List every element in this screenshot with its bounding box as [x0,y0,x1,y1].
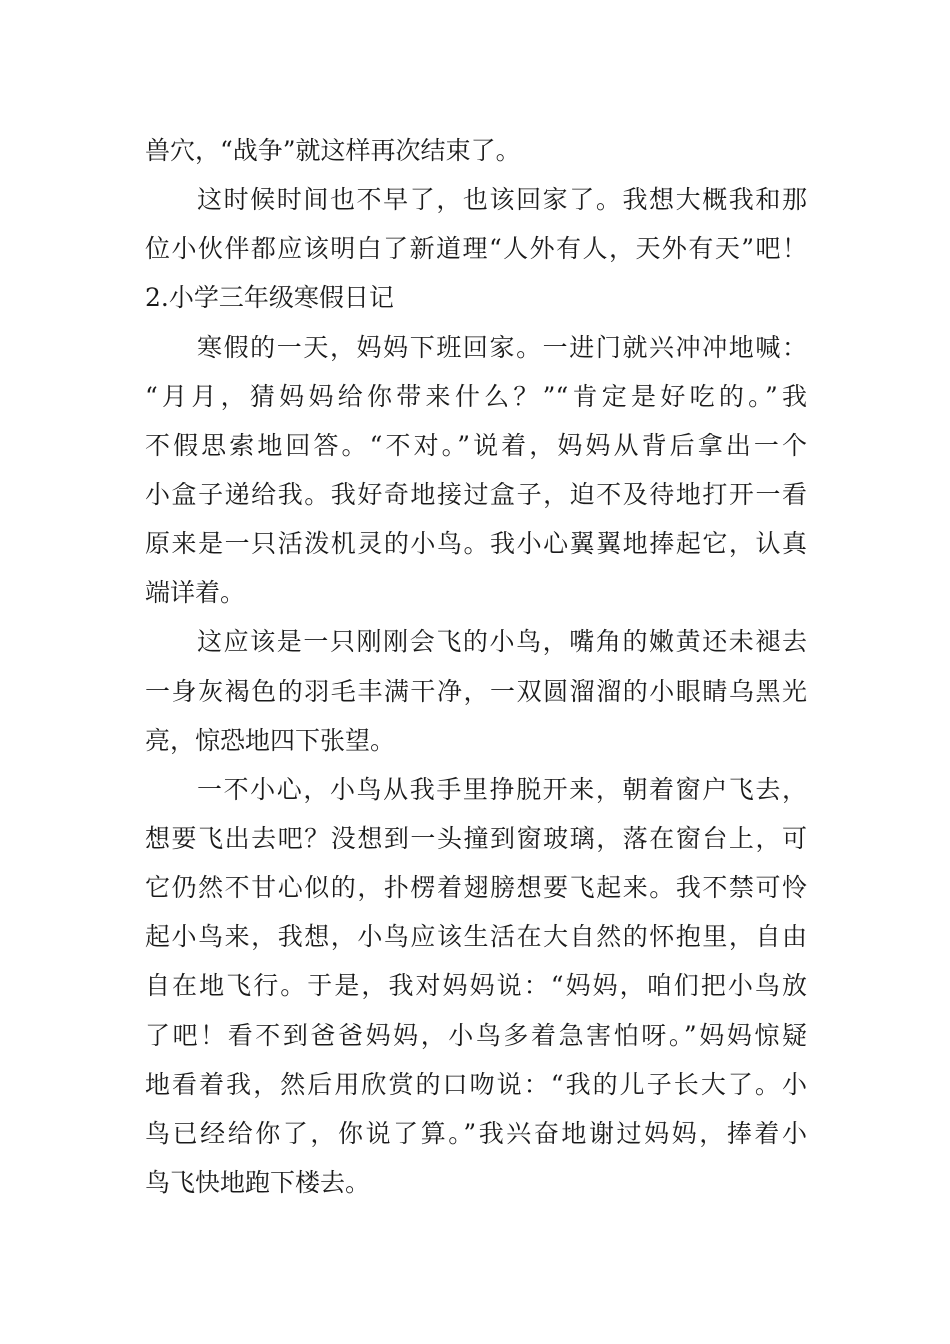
text-line: 自在地飞行。于是，我对妈妈说：“妈妈，咱们把小鸟放 [145,971,807,1000]
text-line: 一身灰褐色的羽毛丰满干净，一双圆溜溜的小眼睛乌黑光 [145,677,807,706]
text-line: 端详着。 [145,578,246,607]
text-line: 位小伙伴都应该明白了新道理“人外有人，天外有天”吧！ [145,234,807,263]
paragraph-first-line: 寒假的一天，妈妈下班回家。一进门就兴冲冲地喊： [197,333,807,362]
text-line: 地看着我，然后用欣赏的口吻说：“我的儿子长大了。小 [145,1070,807,1099]
text-line: 鸟已经给你了，你说了算。”我兴奋地谢过妈妈，捧着小 [145,1119,807,1148]
paragraph-first-line: 一不小心，小鸟从我手里挣脱开来，朝着窗户飞去， [197,775,807,804]
text-line: 想要飞出去吧？没想到一头撞到窗玻璃，落在窗台上，可 [145,824,807,853]
text-line: 兽穴，“战争”就这样再次结束了。 [145,136,521,165]
text-line: 小盒子递给我。我好奇地接过盒子，迫不及待地打开一看 [145,480,807,509]
text-line: “月月，猜妈妈给你带来什么？”“肯定是好吃的。”我 [145,382,807,411]
text-line: 鸟飞快地跑下楼去。 [145,1168,371,1197]
section-heading: 2.小学三年级寒假日记 [145,283,394,312]
text-line: 不假思索地回答。“不对。”说着，妈妈从背后拿出一个 [145,431,807,460]
text-line: 原来是一只活泼机灵的小鸟。我小心翼翼地捧起它，认真 [145,529,807,558]
text-line: 亮，惊恐地四下张望。 [145,726,396,755]
text-line: 了吧！看不到爸爸妈妈，小鸟多着急害怕呀。”妈妈惊疑 [145,1021,807,1050]
text-line: 起小鸟来，我想，小鸟应该生活在大自然的怀抱里，自由 [145,922,807,951]
paragraph-first-line: 这应该是一只刚刚会飞的小鸟，嘴角的嫩黄还未褪去 [197,627,807,656]
paragraph-first-line: 这时候时间也不早了，也该回家了。我想大概我和那 [197,185,807,214]
text-line: 它仍然不甘心似的，扑楞着翅膀想要飞起来。我不禁可怜 [145,873,807,902]
